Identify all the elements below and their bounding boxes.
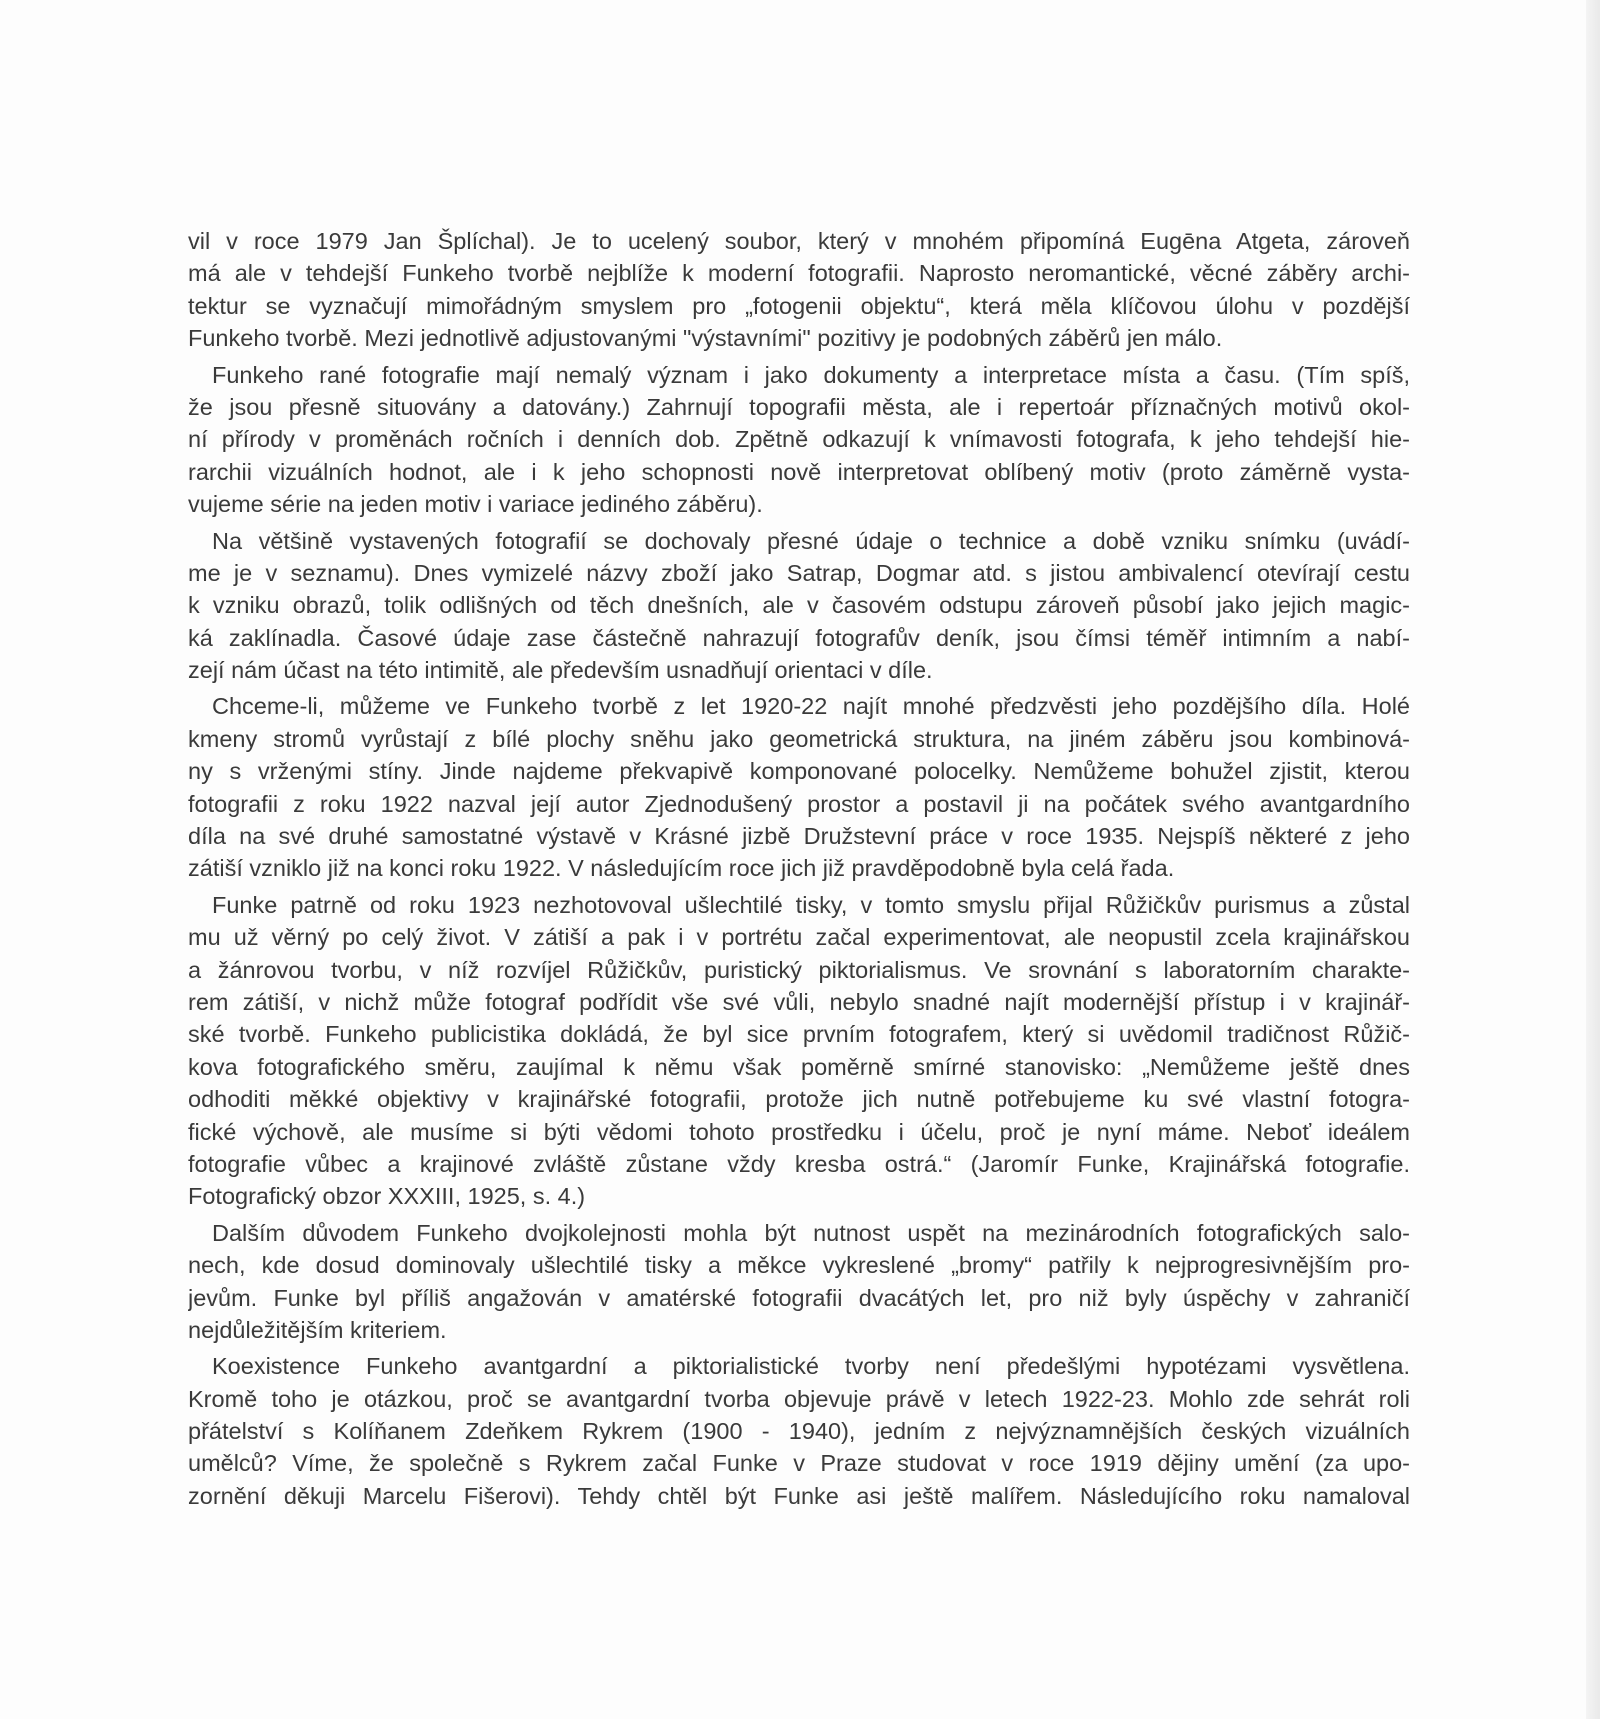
- text-line: zátiší vzniklo již na konci roku 1922. V následujícím roce jich již pravděpodobně byla celá řada.: [188, 855, 1175, 882]
- paragraph-7: [188, 1350, 1410, 1512]
- text-line: mu už věrný po celý život. V zátiší a pak i v portrétu začal experimentovat, ale neopustil zcela krajinářskou: [188, 924, 1410, 951]
- text-line: nejdůležitějším kriteriem.: [188, 1316, 447, 1343]
- text-line: ní přírody v proměnách ročních i denních dob. Zpětně odkazují k vnímavosti fotografa, k jeho tehdejší hie-: [188, 426, 1410, 453]
- text-line: přátelství s Kolíňanem Zdeňkem Rykrem (1900 - 1940), jedním z nejvýznamnějších českých vizuálních: [188, 1418, 1410, 1445]
- text-line: kmeny stromů vyrůstají z bílé plochy sněhu jako geometrická struktura, na jiném záběru jsou kombinová-: [188, 725, 1410, 752]
- text-line: tektur se vyznačují mimořádným smyslem pro „fotogenii objektu“, která měla klíčovou úlohu v pozdější: [188, 292, 1410, 319]
- text-line: me je v seznamu). Dnes vymizelé názvy zboží jako Satrap, Dogmar atd. s jistou ambivalencí otevírají cestu: [188, 559, 1410, 586]
- text-line: že jsou přesně situovány a datovány.) Zahrnují topografii města, ale i repertoár příznačných motivů okol-: [188, 393, 1410, 420]
- text-line: Fotografický obzor XXXIII, 1925, s. 4.): [188, 1183, 586, 1210]
- text-line: umělců? Víme, že společně s Rykrem začal Funke v Praze studovat v roce 1919 dějiny umění (za upo-: [188, 1450, 1410, 1477]
- text-line: ká zaklínadla. Časové údaje zase částečně nahrazují fotografův deník, jsou čímsi téměř intimním a nabí-: [188, 624, 1410, 651]
- text-line: nech, kde dosud dominovaly ušlechtilé tisky a měkce vykreslené „bromy“ patřily k nejprogresivnějším pro-: [188, 1252, 1410, 1279]
- text-line: Na většině vystavených fotografií se dochovaly přesné údaje o technice a době vzniku snímku (uvádí-: [212, 527, 1410, 554]
- text-line: Funkeho rané fotografie mají nemalý význam i jako dokumenty a interpretace místa a času. (Tím spíš,: [212, 361, 1410, 388]
- text-line: kova fotografického směru, zaujímal k němu však poměrně smírné stanovisko: „Nemůžeme ještě dnes: [188, 1053, 1410, 1080]
- text-line: rarchii vizuálních hodnot, ale i k jeho schopnosti nově interpretovat oblíbený motiv (proto záměrně vysta-: [188, 458, 1410, 485]
- text-line: fické výchově, ale musíme si býti vědomi tohoto prostředku i účelu, proč je nyní máme. Neboť ideálem: [188, 1118, 1410, 1145]
- paragraph-4: [188, 690, 1410, 884]
- body-text: [188, 225, 1410, 1516]
- text-line: Funkeho tvorbě. Mezi jednotlivě adjustovanými "výstavními" pozitivy je podobných záběrů jen málo.: [188, 325, 1223, 352]
- text-line: Dalším důvodem Funkeho dvojkolejnosti mohla být nutnost uspět na mezinárodních fotografických salo-: [212, 1219, 1410, 1246]
- text-line: fotografie vůbec a krajinové zvláště zůstane vždy kresba ostrá.“ (Jaromír Funke, Krajinářská fotografie.: [188, 1150, 1410, 1177]
- text-line: Koexistence Funkeho avantgardní a piktorialistické tvorby není předešlými hypotézami vysvětlena.: [212, 1353, 1410, 1380]
- paragraph-3: [188, 525, 1410, 687]
- text-line: vil v roce 1979 Jan Šplíchal). Je to ucelený soubor, který v mnohém připomíná Eugēna Atgeta, zároveň: [188, 228, 1410, 254]
- text-line: díla na své druhé samostatné výstavě v Krásné jizbě Družstevní práce v roce 1935. Nejspíš některé z jeho: [188, 823, 1410, 850]
- text-line: zejí nám účast na této intimitě, ale především usnadňují orientaci v díle.: [188, 657, 933, 684]
- paragraph-6: [188, 1217, 1410, 1347]
- text-line: a žánrovou tvorbu, v níž rozvíjel Růžičkův, puristický piktorialismus. Ve srovnání s laboratorním charakte-: [188, 956, 1410, 983]
- text-line: ské tvorbě. Funkeho publicistika dokládá, že byl sice prvním fotografem, který si uvědomil tradičnost Růžič-: [188, 1021, 1410, 1048]
- page-edge-shadow: [1586, 0, 1600, 1719]
- text-line: vujeme série na jeden motiv i variace jediného záběru).: [188, 491, 763, 518]
- text-line: k vzniku obrazů, tolik odlišných od těch dnešních, ale v časovém odstupu zároveň působí jako jejich magic-: [188, 592, 1410, 619]
- text-line: Kromě toho je otázkou, proč se avantgardní tvorba objevuje právě v letech 1922-23. Mohlo zde sehrát roli: [188, 1385, 1410, 1412]
- text-line: Chceme-li, můžeme ve Funkeho tvorbě z let 1920-22 najít mnohé předzvěsti jeho pozdějšího díla. Holé: [212, 693, 1410, 720]
- text-line: odhoditi měkké objektivy v krajinářské fotografii, protože jich nutně potřebujeme ku své vlastní fotogra-: [188, 1086, 1410, 1113]
- text-line: rem zátiší, v nichž může fotograf podřídit vše své vůli, nebylo snadné najít modernější přístup i v krajinář-: [188, 988, 1410, 1015]
- paragraph-5: [188, 889, 1410, 1213]
- text-line: jevům. Funke byl příliš angažován v amatérské fotografii dvacátých let, pro niž byly úspěchy v zahraničí: [188, 1284, 1410, 1311]
- text-line: ny s vrženými stíny. Jinde najdeme překvapivě komponované polocelky. Nemůžeme bohužel zjistit, kterou: [188, 758, 1410, 785]
- paragraph-2: [188, 359, 1410, 521]
- paragraph-1: [188, 225, 1410, 355]
- text-line: Funke patrně od roku 1923 nezhotovoval ušlechtilé tisky, v tomto smyslu přijal Růžičkův purismus a zůstal: [212, 891, 1410, 918]
- text-line: fotografii z roku 1922 nazval její autor Zjednodušený prostor a postavil ji na počátek svého avantgardního: [188, 790, 1410, 817]
- text-line: má ale v tehdejší Funkeho tvorbě nejblíže k moderní fotografii. Naprosto neromantické, věcné záběry archi-: [188, 260, 1410, 287]
- text-line: zornění děkuji Marcelu Fišerovi). Tehdy chtěl být Funke asi ještě malířem. Následujícího roku namaloval: [188, 1482, 1410, 1509]
